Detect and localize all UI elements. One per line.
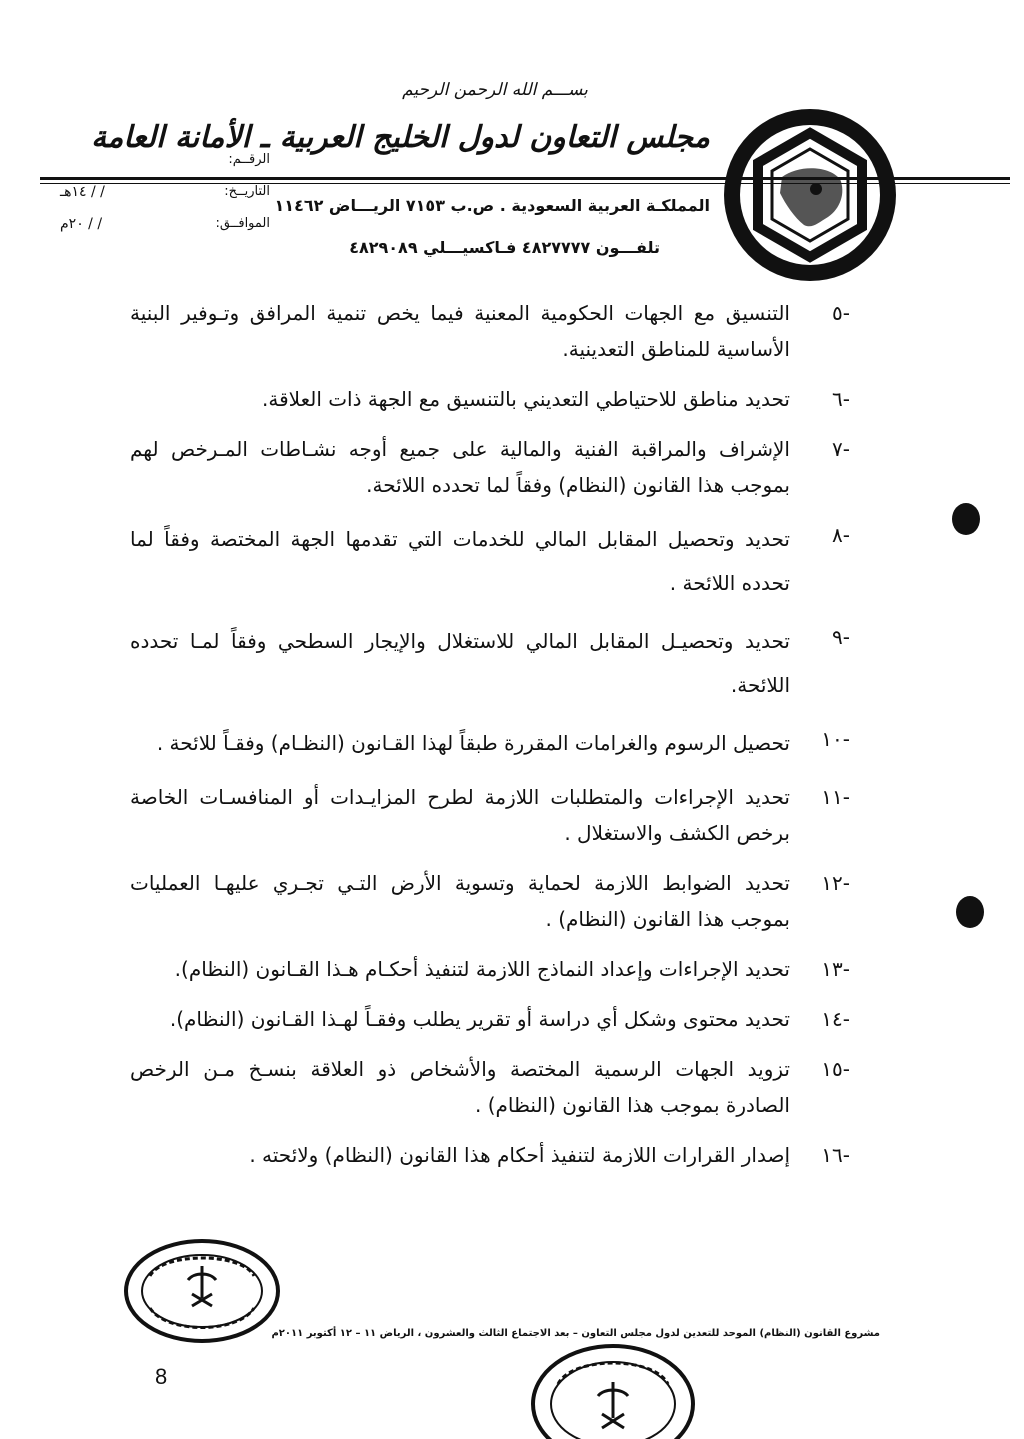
item-text: إصدار القرارات اللازمة لتنفيذ أحكام هذا القانون (النظام) ولائحته . bbox=[249, 1143, 790, 1167]
item-number: ١٠- bbox=[821, 727, 850, 751]
item-number: ١٣- bbox=[821, 957, 850, 981]
list-item bbox=[130, 779, 850, 851]
gcc-emblem-icon bbox=[720, 105, 900, 285]
ref-label-number: الرقــم: bbox=[228, 152, 270, 167]
items-list bbox=[130, 295, 850, 1187]
list-item bbox=[130, 295, 850, 367]
item-text: تحديد الضوابط اللازمة لحماية وتسوية الأرض التـي تجـري عليهـا العمليات بموجب هذا القانون (النظام) . bbox=[130, 871, 790, 931]
item-number: ٧- bbox=[832, 437, 850, 461]
item-text: تحديد الإجراءات والمتطلبات اللازمة لطرح المزايـدات أو المنافسـات الخاصة برخص الكشف والاستغلال . bbox=[130, 785, 790, 845]
item-text: تزويد الجهات الرسمية المختصة والأشخاص ذو العلاقة بنسـخ مـن الرخص الصادرة بموجب هذا القانون (النظام) . bbox=[130, 1057, 790, 1117]
item-number: ١٤- bbox=[821, 1007, 850, 1031]
official-stamp-bottom-icon bbox=[528, 1338, 698, 1439]
item-text: تحديد الإجراءات وإعداد النماذج اللازمة لتنفيذ أحكـام هـذا القـانون (النظام). bbox=[174, 957, 790, 981]
ref-value-hijri-date: / / ١٤هـ bbox=[60, 184, 105, 200]
item-number: ١٦- bbox=[821, 1143, 850, 1167]
list-item bbox=[130, 951, 850, 987]
list-item bbox=[130, 381, 850, 417]
item-number: ٩- bbox=[832, 625, 850, 649]
list-item bbox=[130, 1051, 850, 1123]
ref-label-gregorian-date: الموافــق: bbox=[215, 216, 270, 231]
header-rule-thick bbox=[40, 177, 1010, 180]
footer-note: مشروع القانون (النظام) الموحد للتعدين لدول مجلس التعاون – بعد الاجتماع الثالث والعشرون ، الرياض ١١ – ١٢ أكتوبر ٢٠١١م bbox=[271, 1328, 880, 1339]
list-item bbox=[130, 865, 850, 937]
phone-fax: تلفـــون ٤٨٢٧٧٧٧ فـاكسيـــلي ٤٨٢٩٠٨٩ bbox=[349, 238, 660, 257]
page-number: 8 bbox=[155, 1364, 168, 1389]
item-text: تحصيل الرسوم والغرامات المقررة طبقاً لهذا القـانون (النظـام) وفقـاً للائحة . bbox=[156, 731, 790, 755]
list-item bbox=[130, 721, 850, 765]
organization-title: مجلس التعاون لدول الخليج العربية ـ الأمانة العامة bbox=[91, 120, 710, 155]
item-number: ١٥- bbox=[821, 1057, 850, 1081]
item-number: ٨- bbox=[832, 523, 850, 547]
ref-label-hijri-date: التاريــخ: bbox=[224, 184, 270, 199]
ref-value-gregorian-date: / / ٢٠م bbox=[60, 216, 103, 232]
list-item bbox=[130, 517, 850, 605]
list-item bbox=[130, 1001, 850, 1037]
address: المملكـة العربية السعودية . ص.ب ٧١٥٣ الريـــاض ١١٤٦٢ bbox=[274, 196, 710, 215]
binder-hole-top bbox=[952, 503, 980, 535]
list-item bbox=[130, 431, 850, 503]
item-text: الإشراف والمراقبة الفنية والمالية على جميع أوجه نشـاطات المـرخص لهم بموجب هذا القانون (النظام) وفقاً لما تحدده اللائحة. bbox=[130, 437, 790, 497]
list-item bbox=[130, 619, 850, 707]
item-text: تحديد وتحصيل المقابل المالي للخدمات التي تقدمها الجهة المختصة وفقاً لما تحدده اللائحة . bbox=[130, 527, 790, 595]
list-item bbox=[130, 1137, 850, 1173]
item-number: ١١- bbox=[821, 785, 850, 809]
item-number: ٦- bbox=[832, 387, 850, 411]
item-text: تحديد محتوى وشكل أي دراسة أو تقرير يطلب وفقـاً لهـذا القـانون (النظام). bbox=[169, 1007, 790, 1031]
item-number: ١٢- bbox=[821, 871, 850, 895]
binder-hole-bottom bbox=[956, 896, 984, 928]
basmala: بســـم الله الرحمن الرحيم bbox=[402, 80, 588, 100]
item-text: تحديد مناطق للاحتياطي التعديني بالتنسيق مع الجهة ذات العلاقة. bbox=[262, 387, 790, 411]
item-text: التنسيق مع الجهات الحكومية المعنية فيما يخص تنمية المرافق وتـوفير البنية الأساسية للمناطق التعدينية. bbox=[130, 301, 790, 361]
item-text: تحديد وتحصيـل المقابل المالي للاستغلال والإيجار السطحي وفقاً لمـا تحدده اللائحة. bbox=[130, 629, 790, 697]
item-number: ٥- bbox=[832, 301, 850, 325]
